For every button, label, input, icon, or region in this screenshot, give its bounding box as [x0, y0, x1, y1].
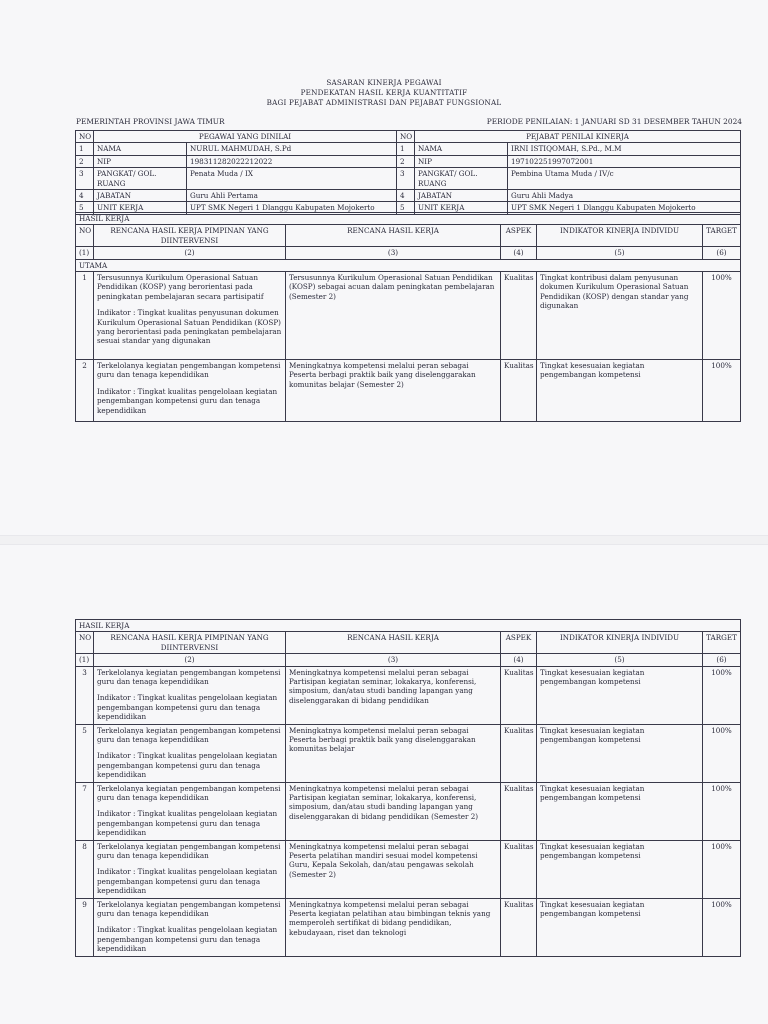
field-label: NIP	[415, 155, 508, 167]
rhk-cell: Tersusunnya Kurikulum Operasional Satuan Pendidikan (KOSP) sebagai acuan dalam peningkatan pembelajaran (Semester 2)	[286, 272, 501, 360]
no-header: NO	[76, 131, 94, 143]
row-number: 2	[76, 360, 94, 422]
iki-cell: Tingkat kesesuaian kegiatan pengembangan kompetensi	[537, 840, 703, 898]
row-number: 5	[76, 724, 94, 782]
penilai-unit-kerja: UPT SMK Negeri 1 Dlanggu Kabupaten Mojokerto	[508, 202, 741, 214]
identity-row	[76, 143, 741, 155]
target-cell: 100%	[703, 272, 741, 360]
row-number: 1	[397, 143, 415, 155]
table-row	[76, 360, 741, 422]
col-number: (5)	[537, 654, 703, 666]
field-label: PANGKAT/ GOL. RUANG	[415, 168, 508, 190]
col-no-header: NO	[76, 225, 94, 247]
indikator-text: Indikator : Tingkat kualitas pengelolaan kegiatan pengembangan kompetensi guru dan tenaga kependidikan	[97, 693, 278, 722]
rhk-pimpinan-text: Tersusunnya Kurikulum Operasional Satuan Pendidikan (KOSP) yang berorientasi pada peningkatan pembelajaran secara partisipatif	[97, 273, 264, 301]
target-cell: 100%	[703, 666, 741, 724]
document-title: SASARAN KINERJA PEGAWAI	[326, 78, 442, 87]
utama-row	[76, 259, 741, 271]
aspek-cell: Kualitas	[501, 666, 537, 724]
column-number-row	[76, 247, 741, 259]
target-cell: 100%	[703, 782, 741, 840]
rhk-cell: Meningkatnya kompetensi melalui peran sebagai Peserta berbagi praktik baik yang diselenggarakan komunitas belajar (Semester 2)	[286, 360, 501, 422]
row-number: 2	[397, 155, 415, 167]
pegawai-nama: NURUL MAHMUDAH, S.Pd	[187, 143, 397, 155]
hasil-kerja-table-continued	[75, 619, 741, 957]
field-label: NAMA	[94, 143, 187, 155]
indikator-text: Indikator : Tingkat kualitas pengelolaan kegiatan pengembangan kompetensi guru dan tenaga kependidikan	[97, 925, 278, 954]
row-number: 1	[76, 272, 94, 360]
rhk-pimpinan-cell	[94, 666, 286, 724]
aspek-cell: Kualitas	[501, 782, 537, 840]
rhk-pimpinan-text: Terkelolanya kegiatan pengembangan kompetensi guru dan tenaga kependidikan	[97, 725, 281, 745]
table-row	[76, 782, 741, 840]
col-number: (2)	[94, 247, 286, 259]
col-number: (6)	[703, 247, 741, 259]
target-cell: 100%	[703, 360, 741, 422]
rhk-pimpinan-cell	[94, 724, 286, 782]
col-no-header: NO	[76, 632, 94, 654]
col-number: (1)	[76, 247, 94, 259]
col-rhk-header: RENCANA HASIL KERJA	[286, 225, 501, 247]
pegawai-dinilai-header: PEGAWAI YANG DINILAI	[94, 131, 397, 143]
aspek-cell: Kualitas	[501, 840, 537, 898]
column-header-row	[76, 225, 741, 247]
indikator-text: Indikator : Tingkat kualitas penyusunan dokumen Kurikulum Operasional Satuan Pendidikan (KOSP) yang berorientasi pada peningkatan pembelajaran sesuai standar yang digunakan	[97, 308, 282, 346]
target-cell: 100%	[703, 724, 741, 782]
hasil-kerja-table	[75, 212, 741, 422]
field-label: NIP	[94, 155, 187, 167]
aspek-cell: Kualitas	[501, 360, 537, 422]
col-iki-header: INDIKATOR KINERJA INDIVIDU	[537, 632, 703, 654]
rhk-pimpinan-text: Terkelolanya kegiatan pengembangan kompetensi guru dan tenaga kependidikan	[97, 361, 281, 380]
table-row	[76, 272, 741, 360]
indikator-text: Indikator : Tingkat kualitas pengelolaan kegiatan pengembangan kompetensi guru dan tenaga kependidikan	[97, 809, 278, 838]
identity-table	[75, 130, 741, 215]
rhk-pimpinan-cell	[94, 360, 286, 422]
table-row	[76, 898, 741, 956]
col-number: (5)	[537, 247, 703, 259]
no-header: NO	[397, 131, 415, 143]
col-number: (4)	[501, 247, 537, 259]
col-aspek-header: ASPEK	[501, 632, 537, 654]
penilai-jabatan: Guru Ahli Madya	[508, 190, 741, 202]
col-number: (4)	[501, 654, 537, 666]
rhk-pimpinan-cell	[94, 898, 286, 956]
target-cell: 100%	[703, 840, 741, 898]
rhk-pimpinan-text: Terkelolanya kegiatan pengembangan kompetensi guru dan tenaga kependidikan	[97, 667, 281, 687]
aspek-cell: Kualitas	[501, 272, 537, 360]
pejabat-penilai-header: PEJABAT PENILAI KINERJA	[415, 131, 741, 143]
hasil-kerja-label: HASIL KERJA	[76, 620, 741, 632]
iki-cell: Tingkat kontribusi dalam penyusunan dokumen Kurikulum Operasional Satuan Pendidikan (KOSP) dengan standar yang digunakan	[537, 272, 703, 360]
utama-label: UTAMA	[76, 259, 741, 271]
rhk-cell: Meningkatnya kompetensi melalui peran sebagai Peserta pelatihan mandiri sesuai model kompetensi Guru, Kepala Sekolah, dan/atau pengawas sekolah (Semester 2)	[286, 840, 501, 898]
field-label: PANGKAT/ GOL. RUANG	[94, 168, 187, 190]
row-number: 2	[76, 155, 94, 167]
col-target-header: TARGET	[703, 632, 741, 654]
rhk-pimpinan-text: Terkelolanya kegiatan pengembangan kompetensi guru dan tenaga kependidikan	[97, 899, 281, 919]
col-aspek-header: ASPEK	[501, 225, 537, 247]
indikator-text: Indikator : Tingkat kualitas pengelolaan kegiatan pengembangan kompetensi guru dan tenaga kependidikan	[97, 751, 278, 780]
table-row	[76, 666, 741, 724]
section-row	[76, 213, 741, 225]
identity-row	[76, 168, 741, 190]
field-label: NAMA	[415, 143, 508, 155]
row-number: 3	[76, 666, 94, 724]
col-iki-header: INDIKATOR KINERJA INDIVIDU	[537, 225, 703, 247]
identity-row	[76, 155, 741, 167]
col-number: (2)	[94, 654, 286, 666]
rhk-cell: Meningkatnya kompetensi melalui peran sebagai Partisipan kegiatan seminar, lokakarya, konferensi, simposium, dan/atau studi banding lapangan yang diselenggarakan di bidang pendidikan	[286, 666, 501, 724]
iki-cell: Tingkat kesesuaian kegiatan pengembangan kompetensi	[537, 898, 703, 956]
row-number: 1	[76, 143, 94, 155]
document-subtitle: PENDEKATAN HASIL KERJA KUANTITATIF	[300, 88, 468, 97]
hasil-kerja-label: HASIL KERJA	[76, 213, 741, 225]
rhk-pimpinan-text: Terkelolanya kegiatan pengembangan kompetensi guru dan tenaga kependidikan	[97, 783, 281, 803]
col-number: (1)	[76, 654, 94, 666]
rhk-cell: Meningkatnya kompetensi melalui peran sebagai Partisipan kegiatan seminar, lokakarya, konferensi, simposium, dan/atau studi banding lapangan yang diselenggarakan di bidang pendidikan (Semester 2)	[286, 782, 501, 840]
identity-header-row	[76, 131, 741, 143]
penilai-nip: 197102251997072001	[508, 155, 741, 167]
document-subtitle-2: BAGI PEJABAT ADMINISTRASI DAN PEJABAT FUNGSIONAL	[266, 98, 502, 107]
rhk-pimpinan-text: Terkelolanya kegiatan pengembangan kompetensi guru dan tenaga kependidikan	[97, 841, 281, 861]
col-rhk-pimpinan-header: RENCANA HASIL KERJA PIMPINAN YANG DIINTERVENSI	[94, 632, 286, 654]
field-label: UNIT KERJA	[94, 202, 187, 214]
aspek-cell: Kualitas	[501, 724, 537, 782]
field-label: JABATAN	[415, 190, 508, 202]
row-number: 3	[397, 168, 415, 190]
iki-cell: Tingkat kesesuaian kegiatan pengembangan kompetensi	[537, 782, 703, 840]
row-number: 7	[76, 782, 94, 840]
table-row	[76, 840, 741, 898]
iki-cell: Tingkat kesesuaian kegiatan pengembangan kompetensi	[537, 666, 703, 724]
field-label: UNIT KERJA	[415, 202, 508, 214]
periode-label: PERIODE PENILAIAN: 1 JANUARI SD 31 DESEMBER TAHUN 2024	[486, 117, 742, 126]
aspek-cell: Kualitas	[501, 898, 537, 956]
row-number: 9	[76, 898, 94, 956]
col-number: (6)	[703, 654, 741, 666]
column-number-row	[76, 654, 741, 666]
rhk-pimpinan-cell	[94, 840, 286, 898]
row-number: 4	[76, 190, 94, 202]
iki-cell: Tingkat kesesuaian kegiatan pengembangan kompetensi	[537, 360, 703, 422]
rhk-cell: Meningkatnya kompetensi melalui peran sebagai Peserta berbagi praktik baik yang diselenggarakan komunitas belajar	[286, 724, 501, 782]
rhk-pimpinan-cell	[94, 272, 286, 360]
col-rhk-pimpinan-header: RENCANA HASIL KERJA PIMPINAN YANG DIINTERVENSI	[94, 225, 286, 247]
table-row	[76, 724, 741, 782]
instansi-label: PEMERINTAH PROVINSI JAWA TIMUR	[76, 117, 225, 126]
section-row	[76, 620, 741, 632]
pegawai-jabatan: Guru Ahli Pertama	[187, 190, 397, 202]
column-header-row	[76, 632, 741, 654]
rhk-cell: Meningkatnya kompetensi melalui peran sebagai Peserta kegiatan pelatihan atau bimbingan teknis yang memperoleh sertifikat di bidang pendidikan, kebudayaan, riset dan teknologi	[286, 898, 501, 956]
identity-row	[76, 190, 741, 202]
col-number: (3)	[286, 247, 501, 259]
row-number: 5	[397, 202, 415, 214]
rhk-pimpinan-cell	[94, 782, 286, 840]
col-number: (3)	[286, 654, 501, 666]
field-label: JABATAN	[94, 190, 187, 202]
penilai-nama: IRNI ISTIQOMAH, S.Pd., M.M	[508, 143, 741, 155]
document-page-2	[0, 545, 768, 1024]
pegawai-nip: 198311282022212022	[187, 155, 397, 167]
col-rhk-header: RENCANA HASIL KERJA	[286, 632, 501, 654]
penilai-pangkat: Pembina Utama Muda / IV/c	[508, 168, 741, 190]
pegawai-unit-kerja: UPT SMK Negeri 1 Dlanggu Kabupaten Mojokerto	[187, 202, 397, 214]
target-cell: 100%	[703, 898, 741, 956]
indikator-text: Indikator : Tingkat kualitas pengelolaan kegiatan pengembangan kompetensi guru dan tenaga kependidikan	[97, 867, 278, 896]
col-target-header: TARGET	[703, 225, 741, 247]
row-number: 3	[76, 168, 94, 190]
indikator-text: Indikator : Tingkat kualitas pengelolaan kegiatan pengembangan kompetensi guru dan tenaga kependidikan	[97, 386, 278, 415]
iki-cell: Tingkat kesesuaian kegiatan pengembangan kompetensi	[537, 724, 703, 782]
row-number: 8	[76, 840, 94, 898]
row-number: 5	[76, 202, 94, 214]
row-number: 4	[397, 190, 415, 202]
pegawai-pangkat: Penata Muda / IX	[187, 168, 397, 190]
